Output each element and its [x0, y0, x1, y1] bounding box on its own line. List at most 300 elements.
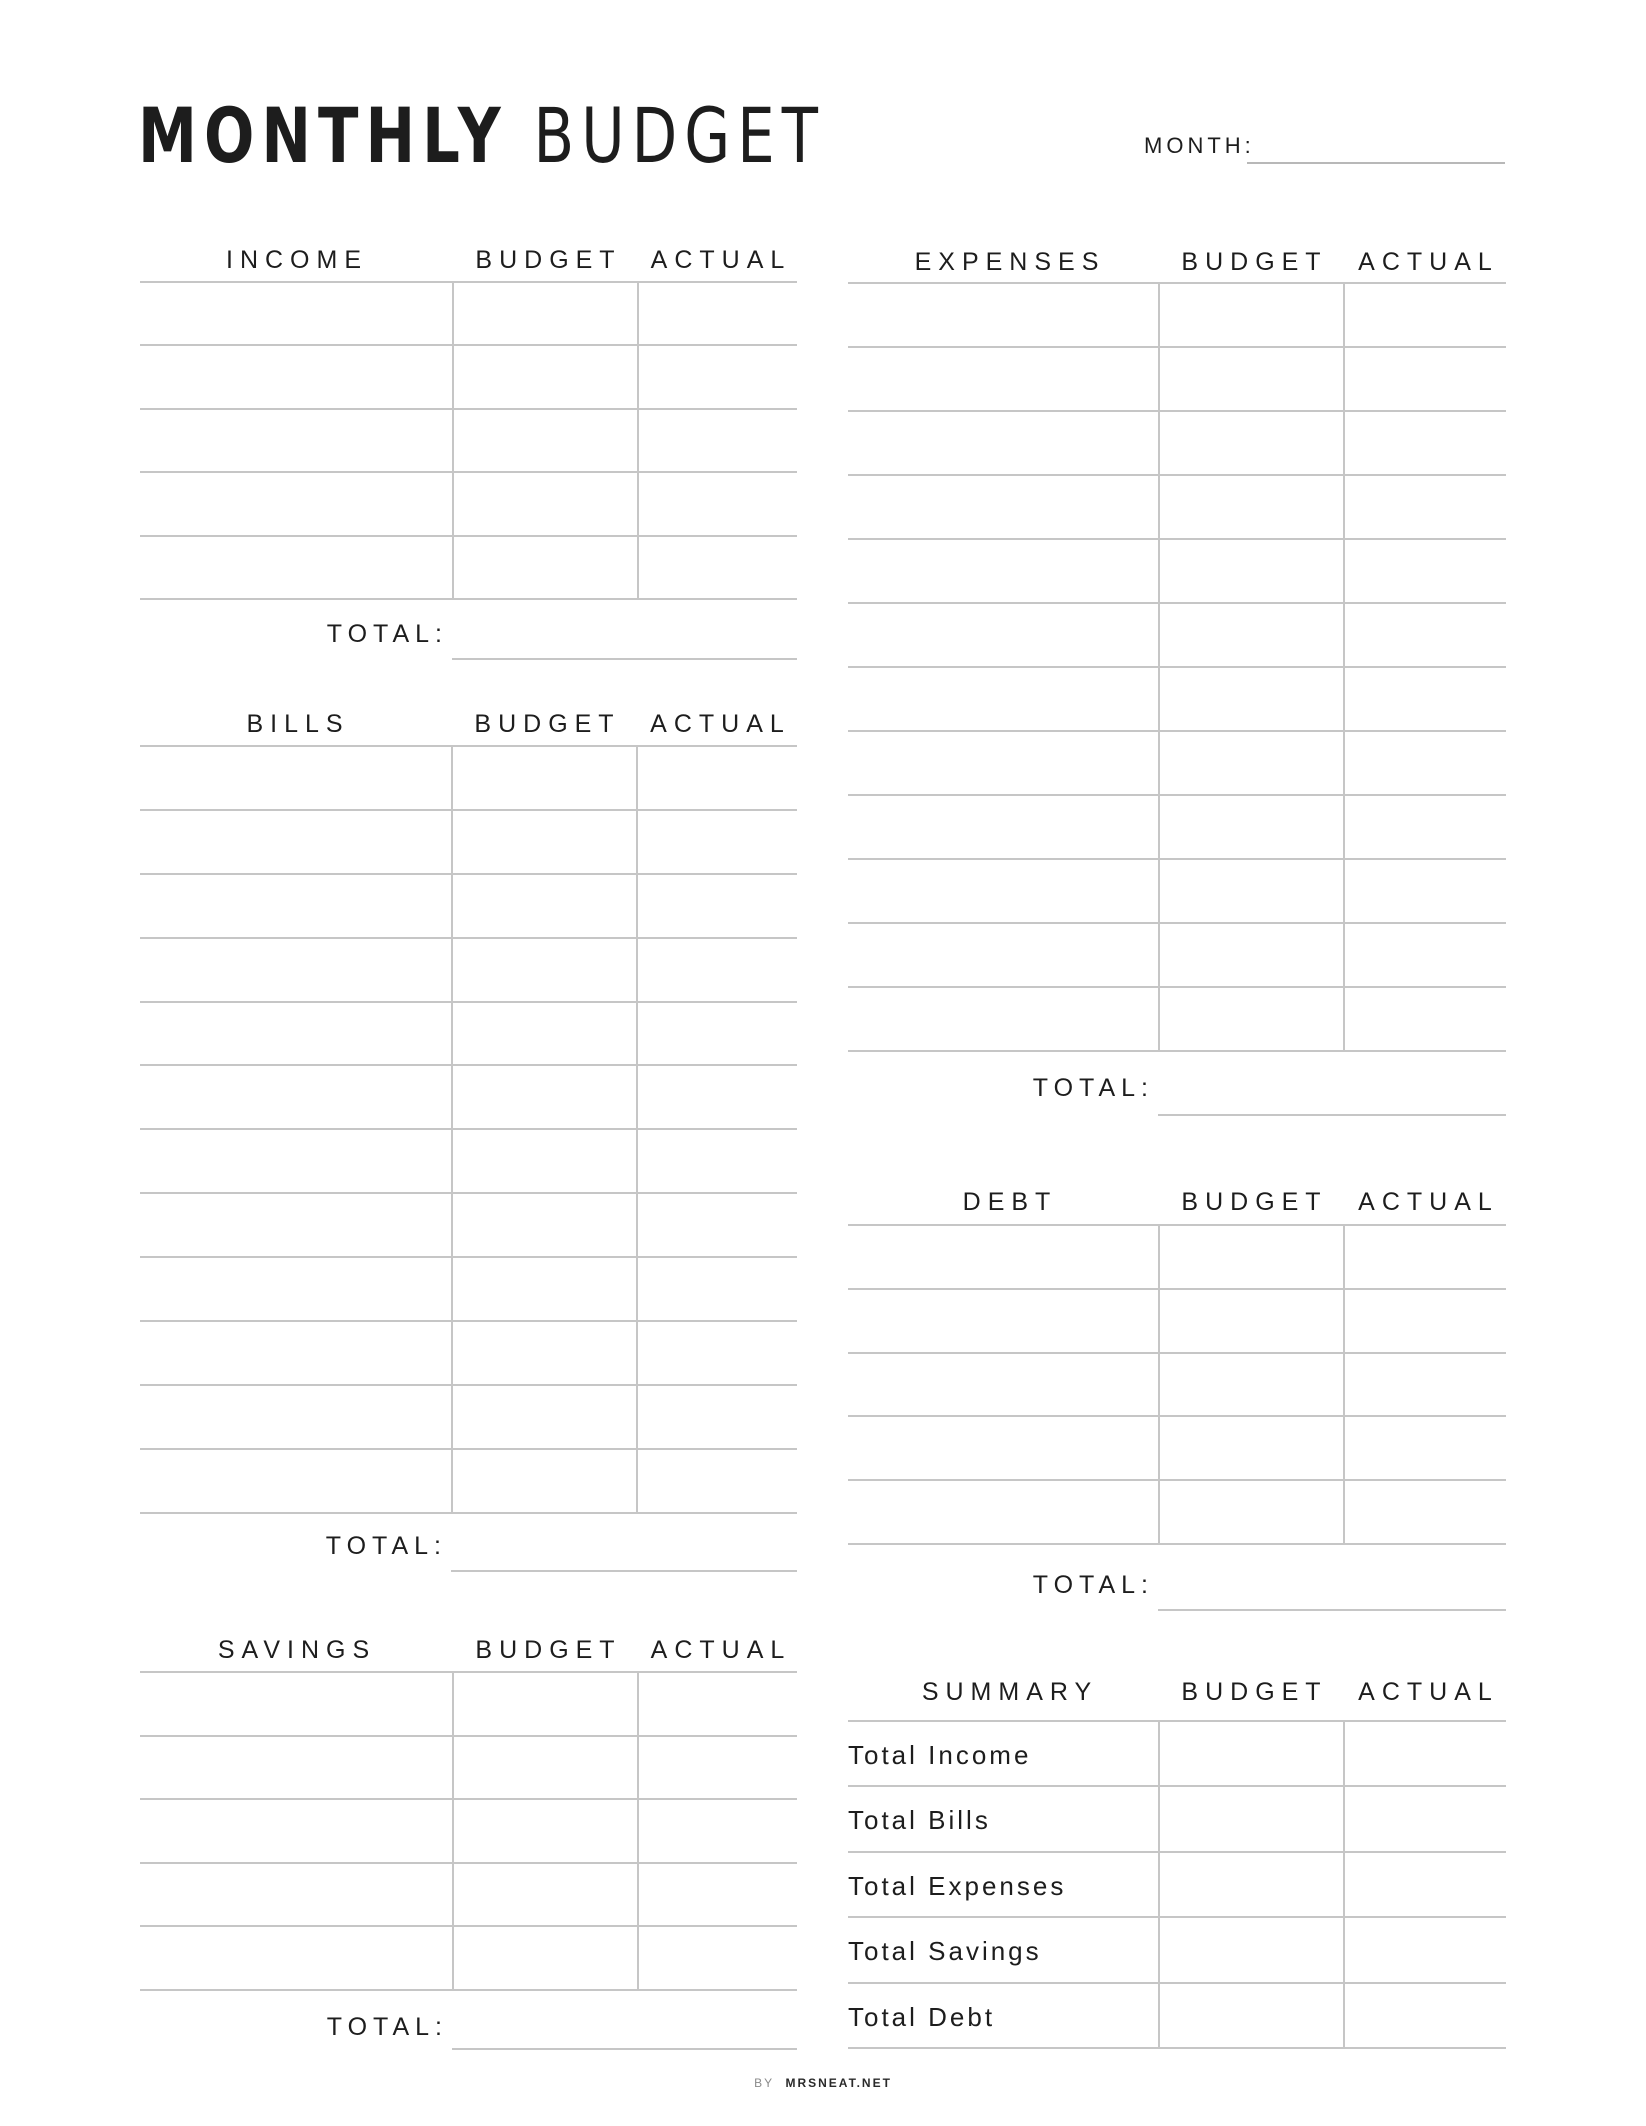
- table-row: [140, 1864, 797, 1928]
- category-cell[interactable]: [140, 1130, 451, 1192]
- column-divider: [1158, 412, 1160, 476]
- column-divider: [1158, 1918, 1160, 1983]
- actual-cell[interactable]: [637, 1864, 797, 1926]
- column-divider: [451, 1322, 453, 1386]
- category-cell[interactable]: [848, 732, 1158, 794]
- month-label: MONTH:: [1144, 133, 1255, 158]
- actual-cell[interactable]: [636, 747, 797, 809]
- expenses-budget-header: BUDGET: [1181, 248, 1328, 276]
- income-total-field[interactable]: [452, 658, 797, 660]
- budget-cell[interactable]: [1158, 412, 1343, 474]
- table-row: [848, 732, 1506, 796]
- table-row: [848, 284, 1506, 348]
- table-row: [140, 1003, 797, 1067]
- budget-cell[interactable]: [1158, 860, 1343, 922]
- column-divider: [636, 939, 638, 1003]
- column-divider: [637, 1864, 639, 1928]
- column-divider: [637, 1737, 639, 1801]
- column-divider: [451, 747, 453, 811]
- debt-total-label: TOTAL:: [1032, 1571, 1154, 1599]
- column-divider: [1158, 1984, 1160, 2049]
- column-divider: [1343, 476, 1345, 540]
- budget-cell[interactable]: [1158, 668, 1343, 730]
- bills-total-field[interactable]: [451, 1570, 797, 1572]
- column-divider: [637, 1800, 639, 1864]
- actual-cell[interactable]: [637, 1737, 797, 1799]
- table-row: [140, 1800, 797, 1864]
- actual-cell[interactable]: [636, 1130, 797, 1192]
- table-row: [140, 1386, 797, 1450]
- table-row: [140, 473, 797, 536]
- category-cell[interactable]: [140, 1194, 451, 1256]
- table-row: [848, 540, 1506, 604]
- column-divider: [636, 1194, 638, 1258]
- budget-cell[interactable]: [1158, 988, 1343, 1050]
- category-cell[interactable]: [140, 1864, 452, 1926]
- category-cell[interactable]: [848, 284, 1158, 346]
- budget-cell[interactable]: [452, 1800, 637, 1862]
- column-divider: [451, 1450, 453, 1514]
- column-divider: [1158, 540, 1160, 604]
- footer-credit: [0, 2076, 1646, 2090]
- bills-title: BILLS: [246, 710, 350, 738]
- table-row: [848, 604, 1506, 668]
- summary-row-label: Total Bills: [848, 1805, 991, 1836]
- category-cell[interactable]: [848, 1354, 1158, 1416]
- summary-row: [848, 1787, 1506, 1852]
- income-budget-header: BUDGET: [475, 246, 622, 274]
- table-row: [140, 1927, 797, 1991]
- budget-cell[interactable]: [452, 1737, 637, 1799]
- actual-cell[interactable]: [1343, 1226, 1506, 1288]
- summary-row: [848, 1853, 1506, 1918]
- budget-cell[interactable]: [452, 1673, 637, 1735]
- budget-cell[interactable]: [451, 875, 636, 937]
- actual-cell[interactable]: [636, 1066, 797, 1128]
- column-divider: [1343, 1354, 1345, 1418]
- expenses-actual-header: ACTUAL: [1358, 248, 1499, 276]
- income-total-label: TOTAL:: [326, 620, 448, 648]
- category-cell[interactable]: [140, 1737, 452, 1799]
- actual-cell[interactable]: [1343, 1984, 1506, 2047]
- actual-cell[interactable]: [637, 537, 797, 598]
- budget-cell[interactable]: [1158, 540, 1343, 602]
- title-bold: MONTHLY: [138, 91, 508, 180]
- summary-row-label: Total Savings: [848, 1936, 1042, 1967]
- actual-cell[interactable]: [1343, 1722, 1506, 1785]
- page-title: [138, 91, 825, 180]
- budget-cell[interactable]: [1158, 1787, 1343, 1850]
- budget-cell[interactable]: [452, 1864, 637, 1926]
- category-cell[interactable]: [140, 875, 451, 937]
- category-cell[interactable]: [140, 1673, 452, 1735]
- table-row: [848, 924, 1506, 988]
- column-divider: [1158, 1722, 1160, 1787]
- summary-actual-header: ACTUAL: [1358, 1678, 1499, 1706]
- column-divider: [637, 537, 639, 600]
- category-cell[interactable]: [848, 604, 1158, 666]
- actual-cell[interactable]: [1343, 284, 1506, 346]
- budget-cell[interactable]: [1158, 348, 1343, 410]
- category-cell[interactable]: [848, 476, 1158, 538]
- expenses-total-field[interactable]: [1158, 1114, 1506, 1116]
- income-actual-header: ACTUAL: [650, 246, 792, 274]
- actual-cell[interactable]: [1343, 348, 1506, 410]
- table-row: [848, 412, 1506, 476]
- column-divider: [1343, 988, 1345, 1052]
- actual-cell[interactable]: [636, 1003, 797, 1065]
- actual-cell[interactable]: [636, 1450, 797, 1512]
- budget-cell[interactable]: [452, 473, 637, 534]
- summary-budget-header: BUDGET: [1181, 1678, 1328, 1706]
- table-row: [140, 1673, 797, 1737]
- budget-cell[interactable]: [451, 1258, 636, 1320]
- column-divider: [1343, 348, 1345, 412]
- column-divider: [637, 1673, 639, 1737]
- budget-cell[interactable]: [1158, 1853, 1343, 1916]
- column-divider: [1158, 796, 1160, 860]
- actual-cell[interactable]: [637, 410, 797, 471]
- budget-cell[interactable]: [451, 1322, 636, 1384]
- category-cell[interactable]: [140, 1927, 452, 1989]
- column-divider: [1343, 668, 1345, 732]
- actual-cell[interactable]: [636, 1386, 797, 1448]
- category-cell[interactable]: [848, 924, 1158, 986]
- table-row: [140, 537, 797, 600]
- category-cell[interactable]: [848, 1290, 1158, 1352]
- summary-row: [848, 1722, 1506, 1787]
- actual-cell[interactable]: [637, 346, 797, 407]
- table-row: [140, 811, 797, 875]
- budget-cell[interactable]: [451, 1130, 636, 1192]
- budget-cell[interactable]: [452, 537, 637, 598]
- category-cell[interactable]: [140, 537, 452, 598]
- actual-cell[interactable]: [1343, 1481, 1506, 1543]
- category-cell[interactable]: [848, 988, 1158, 1050]
- category-cell[interactable]: [140, 473, 452, 534]
- column-divider: [1343, 1918, 1345, 1983]
- column-divider: [1343, 924, 1345, 988]
- budget-cell[interactable]: [1158, 924, 1343, 986]
- actual-cell[interactable]: [637, 283, 797, 344]
- summary-table: [848, 1720, 1506, 2049]
- actual-cell[interactable]: [1343, 412, 1506, 474]
- column-divider: [451, 811, 453, 875]
- budget-cell[interactable]: [451, 1003, 636, 1065]
- column-divider: [636, 1450, 638, 1514]
- category-cell[interactable]: [848, 540, 1158, 602]
- category-cell[interactable]: [140, 747, 451, 809]
- budget-cell[interactable]: [451, 1194, 636, 1256]
- bills-table: [140, 745, 797, 1514]
- actual-cell[interactable]: [1343, 540, 1506, 602]
- table-row: [140, 1737, 797, 1801]
- budget-cell[interactable]: [1158, 732, 1343, 794]
- category-cell[interactable]: [140, 283, 452, 344]
- column-divider: [636, 1322, 638, 1386]
- budget-cell[interactable]: [451, 939, 636, 1001]
- table-row: [140, 1130, 797, 1194]
- bills-budget-header: BUDGET: [474, 710, 621, 738]
- column-divider: [1158, 1417, 1160, 1481]
- column-divider: [1343, 284, 1345, 348]
- actual-cell[interactable]: [1343, 924, 1506, 986]
- column-divider: [1158, 988, 1160, 1052]
- column-divider: [636, 747, 638, 811]
- table-row: [848, 1417, 1506, 1481]
- budget-cell[interactable]: [451, 1386, 636, 1448]
- footer-site: MRSNEAT.NET: [785, 2076, 892, 2090]
- column-divider: [452, 410, 454, 473]
- column-divider: [1158, 348, 1160, 412]
- table-row: [140, 283, 797, 346]
- column-divider: [1158, 668, 1160, 732]
- savings-table: [140, 1671, 797, 1991]
- column-divider: [1158, 732, 1160, 796]
- column-divider: [451, 1066, 453, 1130]
- table-row: [848, 476, 1506, 540]
- summary-title: SUMMARY: [921, 1678, 1099, 1706]
- summary-row: [848, 1984, 1506, 2049]
- column-divider: [1158, 1787, 1160, 1852]
- category-cell[interactable]: [140, 811, 451, 873]
- actual-cell[interactable]: [1343, 1417, 1506, 1479]
- column-divider: [451, 875, 453, 939]
- table-row: [848, 1354, 1506, 1418]
- summary-row-label: Total Income: [848, 1740, 1032, 1770]
- budget-cell[interactable]: [1158, 1417, 1343, 1479]
- column-divider: [1158, 1354, 1160, 1418]
- column-divider: [1343, 604, 1345, 668]
- expenses-table: [848, 282, 1506, 1052]
- column-divider: [1343, 1853, 1345, 1918]
- column-divider: [636, 811, 638, 875]
- column-divider: [1158, 860, 1160, 924]
- budget-cell[interactable]: [1158, 1354, 1343, 1416]
- budget-cell[interactable]: [451, 811, 636, 873]
- category-cell[interactable]: [848, 348, 1158, 410]
- category-cell[interactable]: [140, 1800, 452, 1862]
- column-divider: [1158, 1853, 1160, 1918]
- table-row: [848, 1481, 1506, 1545]
- budget-cell[interactable]: [1158, 796, 1343, 858]
- category-cell[interactable]: [140, 1003, 451, 1065]
- column-divider: [637, 410, 639, 473]
- actual-cell[interactable]: [1343, 796, 1506, 858]
- column-divider: [1343, 1417, 1345, 1481]
- column-divider: [1158, 1290, 1160, 1354]
- debt-total-field[interactable]: [1158, 1609, 1506, 1611]
- budget-cell[interactable]: [451, 1066, 636, 1128]
- table-row: [140, 747, 797, 811]
- debt-table: [848, 1224, 1506, 1545]
- category-cell[interactable]: [848, 668, 1158, 730]
- category-cell[interactable]: [140, 1322, 451, 1384]
- budget-cell[interactable]: [452, 346, 637, 407]
- category-cell[interactable]: [140, 1386, 451, 1448]
- budget-cell[interactable]: [452, 410, 637, 471]
- budget-cell[interactable]: [1158, 1984, 1343, 2047]
- actual-cell[interactable]: [636, 1258, 797, 1320]
- column-divider: [452, 1673, 454, 1737]
- category-cell[interactable]: [140, 1258, 451, 1320]
- budget-cell[interactable]: [1158, 1722, 1343, 1785]
- category-cell[interactable]: [848, 860, 1158, 922]
- debt-actual-header: ACTUAL: [1358, 1188, 1499, 1216]
- column-divider: [452, 1864, 454, 1928]
- actual-cell[interactable]: [1343, 1354, 1506, 1416]
- summary-row: [848, 1918, 1506, 1983]
- actual-cell[interactable]: [1343, 476, 1506, 538]
- category-cell[interactable]: [140, 410, 452, 471]
- table-row: [848, 860, 1506, 924]
- column-divider: [1343, 796, 1345, 860]
- income-table: [140, 281, 797, 600]
- table-row: [848, 796, 1506, 860]
- table-row: [848, 668, 1506, 732]
- column-divider: [451, 1194, 453, 1258]
- column-divider: [637, 283, 639, 346]
- title-light: BUDGET: [533, 91, 825, 180]
- column-divider: [1343, 1226, 1345, 1290]
- column-divider: [1343, 1722, 1345, 1787]
- actual-cell[interactable]: [637, 1673, 797, 1735]
- column-divider: [452, 283, 454, 346]
- column-divider: [1343, 732, 1345, 796]
- column-divider: [637, 1927, 639, 1991]
- budget-cell[interactable]: [1158, 604, 1343, 666]
- debt-title: DEBT: [962, 1188, 1058, 1216]
- column-divider: [1158, 1226, 1160, 1290]
- budget-cell[interactable]: [451, 747, 636, 809]
- table-row: [140, 1450, 797, 1514]
- bills-total-label: TOTAL:: [325, 1532, 447, 1560]
- actual-cell[interactable]: [1343, 732, 1506, 794]
- column-divider: [1343, 1787, 1345, 1852]
- actual-cell[interactable]: [636, 811, 797, 873]
- category-cell[interactable]: [140, 346, 452, 407]
- budget-cell[interactable]: [1158, 1918, 1343, 1981]
- table-row: [140, 875, 797, 939]
- table-row: [140, 410, 797, 473]
- category-cell[interactable]: [848, 412, 1158, 474]
- month-field[interactable]: [1247, 162, 1505, 164]
- savings-total-field[interactable]: [452, 2048, 797, 2050]
- savings-budget-header: BUDGET: [475, 1636, 622, 1664]
- debt-budget-header: BUDGET: [1181, 1188, 1328, 1216]
- budget-cell[interactable]: [1158, 1226, 1343, 1288]
- savings-title: SAVINGS: [217, 1636, 377, 1664]
- bills-actual-header: ACTUAL: [650, 710, 791, 738]
- table-row: [140, 939, 797, 1003]
- actual-cell[interactable]: [637, 1800, 797, 1862]
- column-divider: [451, 1130, 453, 1194]
- budget-cell[interactable]: [452, 1927, 637, 1989]
- column-divider: [1158, 924, 1160, 988]
- category-cell[interactable]: [140, 939, 451, 1001]
- category-cell[interactable]: [140, 1066, 451, 1128]
- column-divider: [636, 1258, 638, 1322]
- actual-cell[interactable]: [1343, 1853, 1506, 1916]
- column-divider: [1158, 284, 1160, 348]
- actual-cell[interactable]: [637, 473, 797, 534]
- column-divider: [636, 1130, 638, 1194]
- column-divider: [451, 1386, 453, 1450]
- actual-cell[interactable]: [1343, 604, 1506, 666]
- column-divider: [636, 1386, 638, 1450]
- actual-cell[interactable]: [1343, 1290, 1506, 1352]
- column-divider: [452, 537, 454, 600]
- actual-cell[interactable]: [637, 1927, 797, 1989]
- actual-cell[interactable]: [636, 875, 797, 937]
- actual-cell[interactable]: [636, 939, 797, 1001]
- column-divider: [1158, 604, 1160, 668]
- actual-cell[interactable]: [1343, 860, 1506, 922]
- table-row: [140, 1322, 797, 1386]
- budget-cell[interactable]: [452, 283, 637, 344]
- summary-row-label: Total Debt: [848, 2001, 996, 2032]
- budget-cell[interactable]: [1158, 1290, 1343, 1352]
- column-divider: [636, 875, 638, 939]
- column-divider: [636, 1003, 638, 1067]
- budget-cell[interactable]: [451, 1450, 636, 1512]
- budget-cell[interactable]: [1158, 476, 1343, 538]
- savings-actual-header: ACTUAL: [650, 1636, 792, 1664]
- column-divider: [1343, 860, 1345, 924]
- table-row: [848, 1290, 1506, 1354]
- footer-by: BY: [754, 2076, 775, 2090]
- actual-cell[interactable]: [1343, 988, 1506, 1050]
- column-divider: [1343, 540, 1345, 604]
- column-divider: [451, 1003, 453, 1067]
- savings-total-label: TOTAL:: [326, 2013, 448, 2041]
- column-divider: [1158, 1481, 1160, 1545]
- column-divider: [1343, 412, 1345, 476]
- table-row: [848, 1226, 1506, 1290]
- column-divider: [1343, 1984, 1345, 2049]
- column-divider: [451, 939, 453, 1003]
- table-row: [848, 348, 1506, 412]
- actual-cell[interactable]: [636, 1194, 797, 1256]
- column-divider: [1343, 1290, 1345, 1354]
- income-title: INCOME: [226, 246, 368, 274]
- budget-cell[interactable]: [1158, 284, 1343, 346]
- category-cell[interactable]: [848, 1481, 1158, 1543]
- column-divider: [452, 473, 454, 536]
- category-cell[interactable]: [848, 1226, 1158, 1288]
- column-divider: [1158, 476, 1160, 540]
- actual-cell[interactable]: [636, 1322, 797, 1384]
- budget-cell[interactable]: [1158, 1481, 1343, 1543]
- column-divider: [637, 473, 639, 536]
- column-divider: [451, 1258, 453, 1322]
- table-row: [140, 1258, 797, 1322]
- actual-cell[interactable]: [1343, 1918, 1506, 1981]
- column-divider: [636, 1066, 638, 1130]
- category-cell[interactable]: [140, 1450, 451, 1512]
- expenses-total-label: TOTAL:: [1032, 1074, 1154, 1102]
- column-divider: [452, 346, 454, 409]
- expenses-title: EXPENSES: [914, 248, 1106, 276]
- table-row: [140, 1194, 797, 1258]
- column-divider: [1343, 1481, 1345, 1545]
- table-row: [140, 1066, 797, 1130]
- category-cell[interactable]: [848, 1417, 1158, 1479]
- actual-cell[interactable]: [1343, 1787, 1506, 1850]
- column-divider: [452, 1800, 454, 1864]
- category-cell[interactable]: [848, 796, 1158, 858]
- actual-cell[interactable]: [1343, 668, 1506, 730]
